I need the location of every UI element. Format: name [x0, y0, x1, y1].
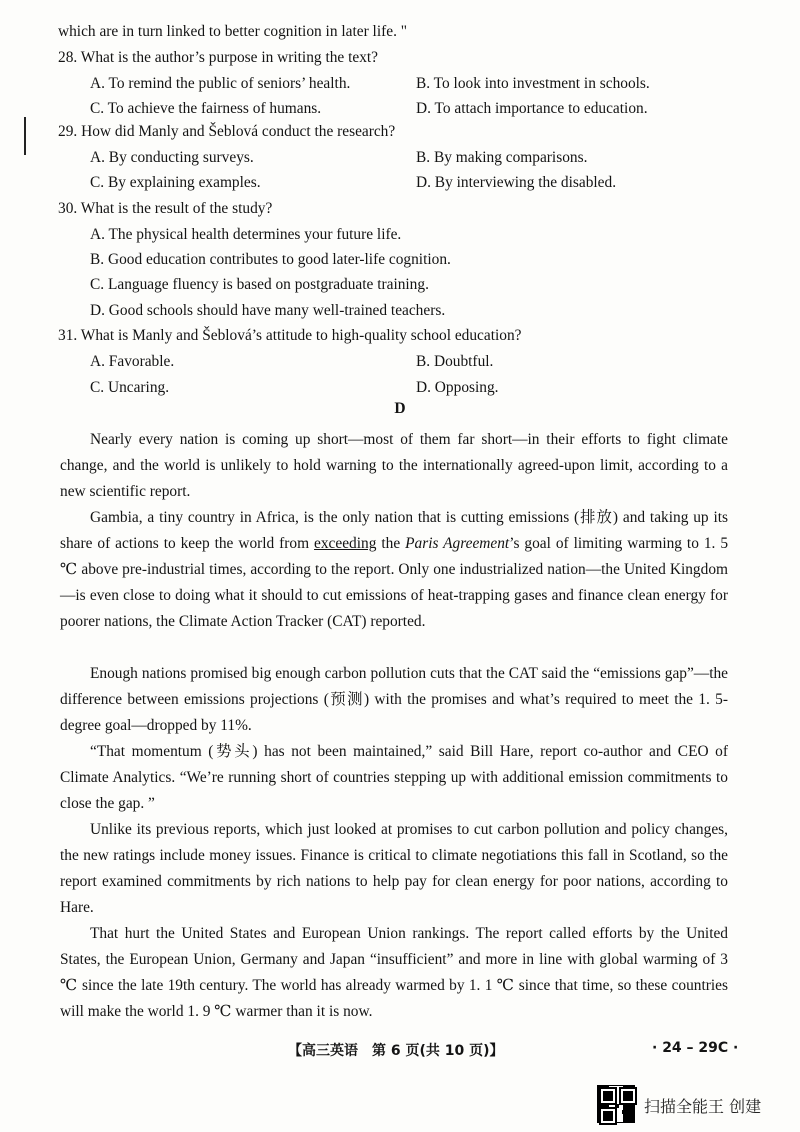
question-31-option-a: A. Favorable. [90, 353, 175, 370]
footer-page-info: 【高三英语 第 6 页(共 10 页)】 [288, 1043, 504, 1059]
question-28-option-c: C. To achieve the fairness of humans. [90, 100, 322, 117]
question-28-option-a: A. To remind the public of seniors’ health. [90, 75, 351, 92]
question-31-option-b: B. Doubtful. [416, 353, 494, 370]
question-29-option-b: B. By making comparisons. [416, 149, 588, 166]
question-28-option-d: D. To attach importance to education. [416, 100, 648, 117]
paragraph-2-text-b: the [376, 534, 406, 552]
question-31-option-d: D. Opposing. [416, 379, 499, 396]
scanner-label: 扫描全能王 创建 [644, 1097, 762, 1116]
passage-paragraph-3: Enough nations promised big enough carbon pollution cuts that the CAT said the “emissions gap”—the difference between emissions projections (预测) with the promises and what’s required to meet the 1. 5-degree goal—dropped by 11%. [60, 665, 728, 734]
question-30-option-d: D. Good schools should have many well-trained teachers. [90, 302, 446, 319]
passage-paragraph-5: Unlike its previous reports, which just looked at promises to cut carbon pollution and policy changes, the new ratings include money issues. Finance is critical to climate negotiations this fall in Scotland, so the report examined commitments by rich nations to help pay for clean energy for poor nations, according to Hare. [60, 821, 728, 916]
paragraph-2-text-a: Gambia, a tiny country in Africa, is the only nation that is cutting emissions (排放) and taking up its share of actions to keep the world from [60, 509, 728, 552]
question-29-option-d: D. By interviewing the disabled. [416, 174, 617, 191]
question-30-option-b: B. Good education contributes to good later-life cognition. [90, 251, 451, 268]
question-28-stem: 28. What is the author’s purpose in writing the text? [58, 49, 379, 66]
passage-paragraph-1: Nearly every nation is coming up short—most of them far short—in their efforts to fight climate change, and the world is unlikely to hold warning to the internationally agreed-upon limit, according to a new scientific report. [60, 431, 728, 500]
question-28-option-b: B. To look into investment in schools. [416, 75, 650, 92]
passage-paragraph-2 [60, 505, 728, 635]
question-29-option-c: C. By explaining examples. [90, 174, 261, 191]
footer-code: · 24 – 29C · [652, 1040, 739, 1056]
question-31-stem: 31. What is Manly and Šeblová’s attitude to high-quality school education? [58, 327, 522, 344]
question-29-option-a: A. By conducting surveys. [90, 149, 254, 166]
question-30-option-c: C. Language fluency is based on postgraduate training. [90, 276, 429, 293]
paris-agreement-title: Paris Agreement [405, 534, 510, 552]
passage-paragraph-6: That hurt the United States and European Union rankings. The report called efforts by the United States, the European Union, Germany and Japan “insufficient” and more in line with global warming of 3 ℃ since the late 19th century. The world has already warmed by 1. 1 ℃ since that time, so these countries will make the world 1. 9 ℃ warmer than it is now. [60, 925, 728, 1020]
passage-paragraph-4: “That momentum (势头) has not been maintained,” said Bill Hare, report co-author and CEO of Climate Analytics. “We’re running short of countries stepping up with additional emission commitments to close the gap. ” [60, 743, 728, 812]
margin-mark [24, 117, 26, 155]
question-30-stem: 30. What is the result of the study? [58, 200, 273, 217]
question-29-stem: 29. How did Manly and Šeblová conduct the research? [58, 123, 396, 140]
section-heading: D [394, 400, 406, 417]
question-31-option-c: C. Uncaring. [90, 379, 170, 396]
qr-code-icon [598, 1086, 634, 1122]
scanner-watermark [598, 1086, 788, 1122]
continued-line: which are in turn linked to better cognition in later life. " [58, 23, 408, 40]
underlined-word: exceeding [314, 534, 377, 552]
paragraph-2-text-c: ’s goal of limiting warming to 1. 5 ℃ above pre-industrial times, according to the report. Only one industrialized nation—the United Kingdom—is even close to doing what it should to cut emissions of heat-trapping gases and finance clean energy for poorer nations, the Climate Action Tracker (CAT) reported. [60, 534, 729, 630]
question-30-option-a: A. The physical health determines your future life. [90, 226, 402, 243]
